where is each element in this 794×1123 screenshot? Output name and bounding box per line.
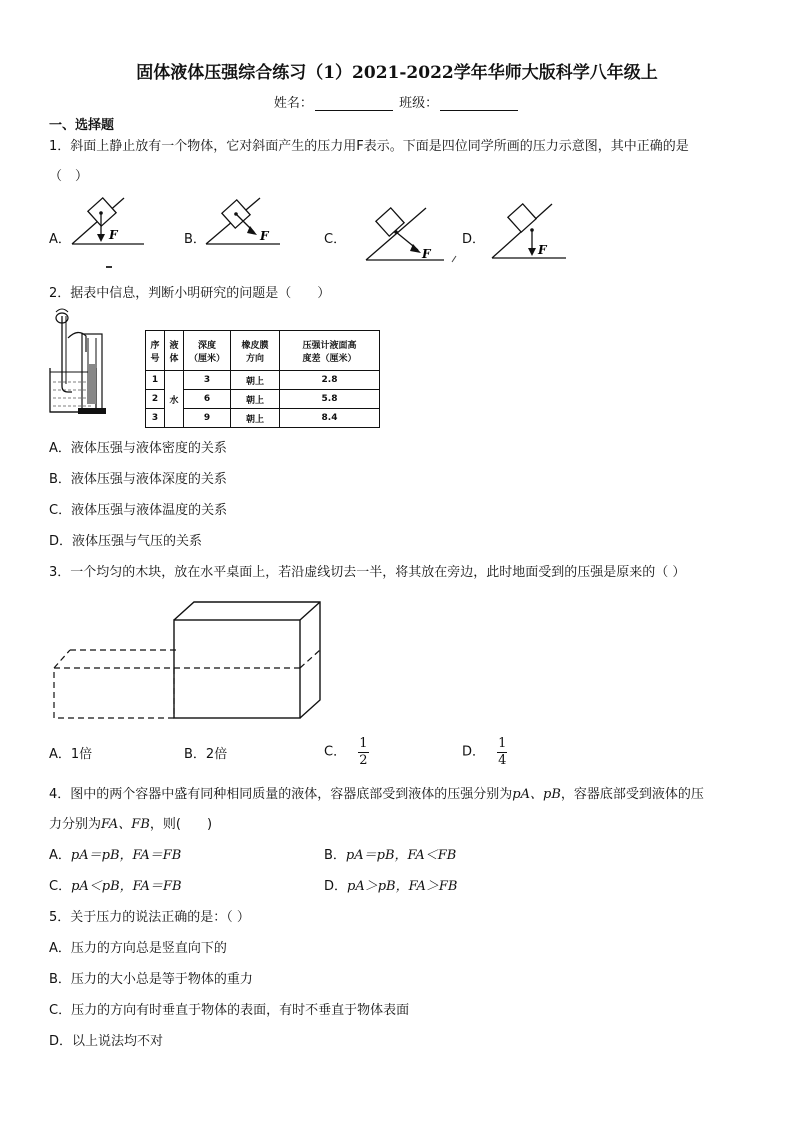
q4-option-b[interactable]: B．pA＝pB，FA＜FB — [324, 848, 457, 863]
q1-answer-paren: （ ） — [49, 169, 89, 184]
page-title: 固体液体压强综合练习（1）2021-2022学年华师大版科学八年级上 — [136, 63, 658, 83]
q2-stem: 2．据表中信息，判断小明研究的问题是（ ） — [49, 286, 331, 301]
q1-option-c-diagram — [360, 202, 460, 268]
q1-option-c-label: C． — [324, 232, 347, 247]
q4-stem-line2: 力分别为FA、FB，则( ) — [49, 817, 213, 832]
q2-th-liquid: 液 体 — [165, 331, 184, 371]
q3-option-a[interactable]: A．1倍 — [49, 747, 93, 762]
q1-c-force-label: F — [422, 247, 431, 261]
name-blank[interactable] — [315, 98, 393, 111]
q2-option-b[interactable]: B．液体压强与液体深度的关系 — [49, 472, 227, 487]
class-label: 班级： — [399, 96, 439, 111]
name-label: 姓名： — [273, 96, 313, 111]
q1-option-d-label: D． — [462, 232, 486, 247]
q1-option-a-label: A． — [49, 232, 71, 247]
q2-pressure-gauge-apparatus — [44, 308, 116, 418]
q2-option-d[interactable]: D．液体压强与气压的关系 — [49, 534, 203, 549]
q3-option-b[interactable]: B．2倍 — [184, 747, 228, 762]
q5-stem: 5．关于压力的说法正确的是：（ ） — [49, 910, 250, 925]
q3-stem: 3．一个均匀的木块，放在水平桌面上，若沿虚线切去一半，将其放在旁边，此时地面受到的压强是原来的（ ） — [49, 565, 686, 580]
q2-data-table — [145, 330, 380, 428]
q5-option-c[interactable]: C．压力的方向有时垂直于物体的表面，有时不垂直于物体表面 — [49, 1003, 410, 1018]
table-row: 2 6 朝上 5.8 — [146, 390, 380, 409]
class-blank[interactable] — [440, 98, 518, 111]
q1-option-b-diagram — [198, 196, 288, 256]
q3-option-d-fraction: $\frac{1}{4}$ — [498, 736, 507, 768]
q2-option-c[interactable]: C．液体压强与液体温度的关系 — [49, 503, 228, 518]
q4-stem-line1: 4．图中的两个容器中盛有同种相同质量的液体，容器底部受到液体的压强分别为pA、pB，容器底部受到液体的压 — [49, 787, 704, 802]
q1-a-force-label: F — [109, 228, 118, 242]
q1-b-force-label: F — [260, 229, 269, 243]
q4-option-a[interactable]: A．pA＝pB，FA＝FB — [49, 848, 182, 863]
q2-liquid-cell: 水 — [165, 371, 184, 428]
q2-th-depth: 深度 （厘米） — [184, 331, 231, 371]
q4-option-d[interactable]: D．pA＞pB，FA＞FB — [324, 879, 458, 894]
q3-option-c-fraction: $\frac{1}{2}$ — [359, 736, 368, 768]
q5-option-b[interactable]: B．压力的大小总是等于物体的重力 — [49, 972, 253, 987]
q2-option-a[interactable]: A．液体压强与液体密度的关系 — [49, 441, 227, 456]
table-row: 1 水 3 朝上 2.8 — [146, 371, 380, 390]
q3-option-c[interactable]: C． $\frac{1}{2}$ — [324, 736, 368, 768]
q2-th-height-diff: 压强计液面高 度差（厘米） — [280, 331, 380, 371]
q1-d-force-label: F — [538, 243, 547, 257]
q4-option-c[interactable]: C．pA＜pB，FA＝FB — [49, 879, 182, 894]
q1-stem: 1．斜面上静止放有一个物体，它对斜面产生的压力用F表示。下面是四位同学所画的压力示意图，其中正确的是 — [49, 139, 689, 154]
q1-option-a-diagram — [62, 196, 152, 272]
table-row: 3 9 朝上 8.4 — [146, 409, 380, 428]
q2-th-index: 序 号 — [146, 331, 165, 371]
q5-option-d[interactable]: D．以上说法均不对 — [49, 1034, 164, 1049]
q1-option-b-label: B． — [184, 232, 206, 247]
q2-th-membrane: 橡皮膜 方向 — [231, 331, 280, 371]
student-info-line — [0, 92, 794, 111]
q3-wood-block-diagram — [48, 600, 328, 724]
q5-option-a[interactable]: A．压力的方向总是竖直向下的 — [49, 941, 227, 956]
q1-option-d-diagram — [488, 198, 578, 264]
section-heading: 一、选择题 — [49, 118, 115, 133]
q3-option-d[interactable]: D． $\frac{1}{4}$ — [462, 736, 507, 768]
